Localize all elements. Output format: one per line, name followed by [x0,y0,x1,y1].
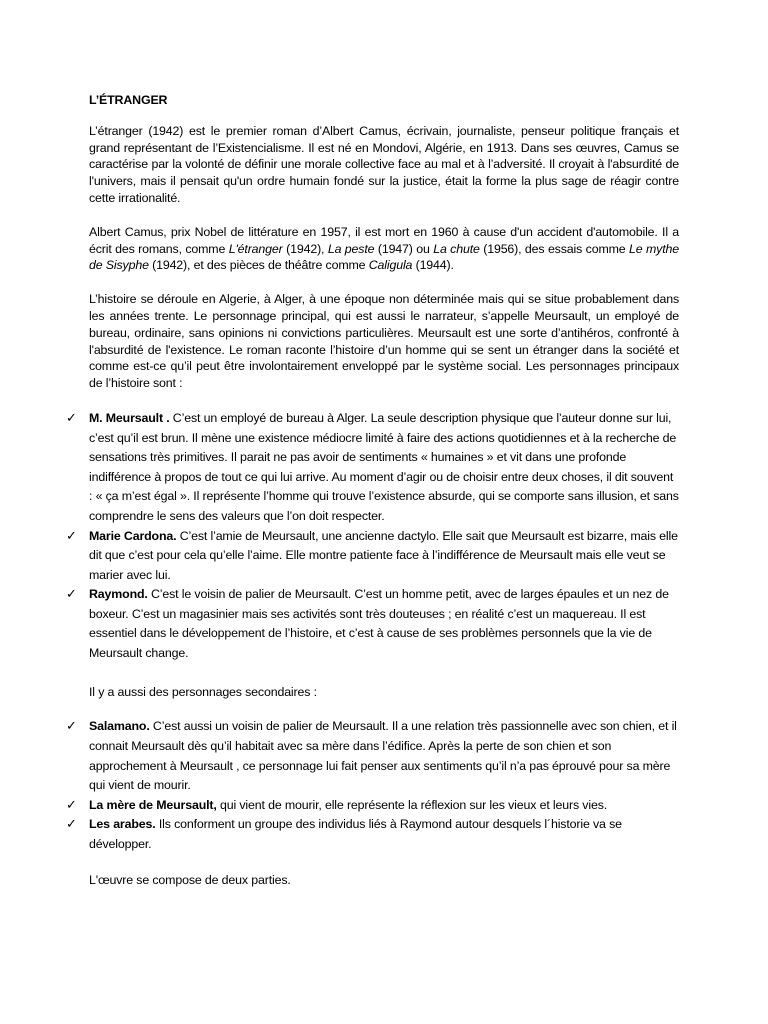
document-title: L’ÉTRANGER [89,93,168,107]
check-mark-icon: ✓ [66,410,77,426]
work-title: La chute [433,241,480,256]
character-description: C’est un employé de bureau à Alger. La seule description physique que l’auteur donne sur lui, c’est qu’il est brun. Il mène une existence médiocre limité à faire des actions quotidiennes et à la recherche de sensations très primitives. Il parait ne pas avoir de sentiments « humaines » et vit dans une profonde indifférence à propos de tout ce qui lui arrive. Au moment d’agir ou de choisir entre deux choses, il dit souvent : « ça m’est égal ». Il représente l’homme qui trouve l’existence absurde, qui se comporte sans illusion, et sans comprendre le sens des valeurs que l’on doit respecter. [89,410,679,523]
list-item [66,717,679,795]
work-title: La peste [327,241,375,256]
author-text: (1956), des essais comme [479,241,630,256]
author-text: (1944). [412,258,454,273]
character-description: C’est aussi un voisin de palier de Meursault. Il a une relation très passionnelle avec son chien, et il connait Meursault dès qu’il habitait avec sa mère dans l’édifice. Après la perte de son chien et son approchement à Meursault , ce personnage lui fait penser aux sentiments qu’il n’a pas éprouvé pour sa mère qui vient de mourir. [89,719,677,793]
document-page [66,92,679,905]
check-mark-icon: ✓ [66,587,77,603]
author-paragraph [89,224,679,274]
story-paragraph: L’histoire se déroule en Algerie, à Alger, à une époque non déterminée mais qui se situe probablement dans les années trente. Le personnage principal, qui est aussi le narrateur, s’appelle Meursault, un employé de bureau, ordinaire, sans opinions ni convictions particulières. Meursault est une sorte d’antihéros, confronté à l'absurdité de l'existence. Le roman raconte l’histoire d’un homme qui se sent un étranger dans la société et comme est-ce qu’il peut être involontairement enveloppé par le système social. Les personnages principaux de l’histoire sont : [89,292,679,391]
list-item [66,409,679,527]
character-name: Raymond. [89,587,148,602]
closing-paragraph: L'œuvre se compose de deux parties. [89,872,291,887]
list-item [66,527,679,586]
character-name: M. Meursault . [89,410,170,425]
check-mark-icon: ✓ [66,528,77,544]
check-mark-icon: ✓ [66,817,77,833]
work-title: Caligula [368,258,413,273]
character-description: qui vient de mourir, elle représente la réflexion sur les vieux et leurs vies. [216,797,608,812]
list-item [66,815,679,854]
character-name: Salamano. [89,719,150,734]
secondary-characters-list [66,717,679,854]
list-item [66,796,679,816]
work-title: Le mythe de Sisyphe [89,241,679,273]
intro-paragraph: L’étranger (1942) est le premier roman d’Albert Camus, écrivain, journaliste, penseur politique français et grand représentant de l’Existencialisme. Il est né en Mondovi, Algérie, en 1913. Dans ses œuvres, Camus se caractérise par la volonté de définir une morale collective face au mal et à l’adversité. Il croyait à l'absurdité de l'univers, mais il pensait qu'un ordre humain fondé sur la justice, était la forme la plus sage de réagir contre cette irrationalité. [89,123,679,205]
character-description: C’est l’amie de Meursault, une ancienne dactylo. Elle sait que Meursault est bizarre, mais elle dit que c’est pour cela qu’elle l’aime. Elle montre patiente face à l’indifférence de Meursault mais elle veut se marier avec lui. [89,528,678,582]
author-text: (1942), et des pièces de théâtre comme [148,258,369,273]
character-description: Ils conforment un groupe des individus liés à Raymond autour desquels l´historie va se développer. [89,817,622,852]
character-name: Les arabes. [89,817,156,832]
list-item [66,585,679,663]
character-description: C’est le voisin de palier de Meursault. C’est un homme petit, avec de larges épaules et un nez de boxeur. C’est un magasinier mais ses activités sont très douteuses ; en réalité c’est un maquereau. Il est essentiel dans le développement de l’histoire, et c’est à cause de ses problèmes personnels que la vie de Meursault change. [89,587,669,661]
secondary-intro: Il y a aussi des personnages secondaires : [89,684,317,699]
work-title: L'étranger [228,241,283,256]
character-name: La mère de Meursault, [89,797,217,812]
author-text: (1942), [282,241,328,256]
main-characters-list [66,409,679,664]
check-mark-icon: ✓ [66,797,77,813]
character-name: Marie Cardona. [89,528,177,543]
check-mark-icon: ✓ [66,719,77,735]
author-text: (1947) ou [374,241,434,256]
author-text: Albert Camus, prix Nobel de littérature en 1957, il est mort en 1960 à cause d'un accident d'automobile. Il a écrit des romans, comme [89,224,679,256]
